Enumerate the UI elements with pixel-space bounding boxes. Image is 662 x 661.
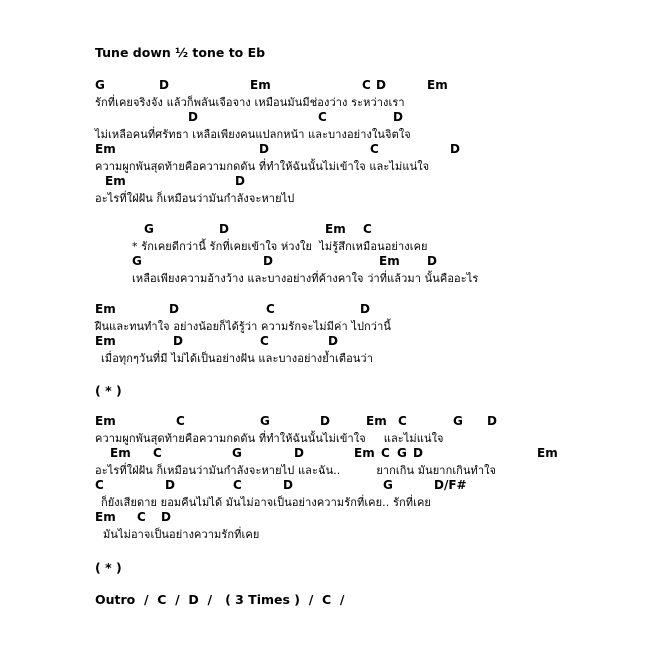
chord-symbol: C — [95, 478, 104, 492]
chord-symbol: D — [263, 254, 273, 268]
chord-symbol: C — [318, 110, 327, 124]
chord-symbol: Em — [366, 414, 387, 428]
lyric-text: รักที่เคยจริงจัง แล้วก็พลันเจือจาง เหมือนมันมีช่องว่าง ระหว่างเรา — [95, 96, 405, 109]
chord-symbol: D — [413, 446, 423, 460]
chord-symbol: Em — [95, 142, 116, 156]
chord-symbol: G — [144, 222, 154, 236]
chord-symbol: G — [260, 414, 270, 428]
chord-symbol: D — [450, 142, 460, 156]
chord-symbol: Em — [250, 78, 271, 92]
chord-symbol: C — [398, 414, 407, 428]
chord-symbol: G — [383, 478, 393, 492]
chord-symbol: D — [169, 302, 179, 316]
lyric-text: ฝืนและทนทำใจ อย่างน้อยก็ได้รู้ว่า ความรักจะไม่มีค่า ไปกว่านี้ — [95, 320, 391, 333]
chord-symbol: Em — [325, 222, 346, 236]
chord-symbol: C — [370, 142, 379, 156]
chord-symbol: D — [159, 78, 169, 92]
chord-symbol: Em — [427, 78, 448, 92]
chord-symbol: D — [393, 110, 403, 124]
chord-symbol: C — [381, 446, 390, 460]
chord-symbol: G — [453, 414, 463, 428]
chord-symbol: D — [283, 478, 293, 492]
chord-symbol: Em — [110, 446, 131, 460]
chord-symbol: D — [173, 334, 183, 348]
chord-symbol: C — [363, 222, 372, 236]
chord-symbol: Em — [537, 446, 558, 460]
tuning-title-text: Tune down ½ tone to Eb — [95, 45, 266, 60]
section-text: ( * ) — [95, 383, 122, 398]
chord-symbol: D — [235, 174, 245, 188]
chord-symbol: D/F# — [434, 478, 467, 492]
chord-symbol: D — [427, 254, 437, 268]
chord-symbol: G — [232, 446, 242, 460]
chord-symbol: D — [328, 334, 338, 348]
chord-symbol: G — [397, 446, 407, 460]
chord-symbol: Em — [95, 414, 116, 428]
section-text: Outro / C / D / ( 3 Times ) / C / — [95, 592, 345, 607]
lyric-text: อะไรที่ใฝ่ฝัน ก็เหมือนว่ามันกำลังจะหายไป และฉัน.. ยากเกิน มันยากเกินทำใจ — [95, 464, 497, 477]
chord-symbol: C — [260, 334, 269, 348]
chord-symbol: C — [233, 478, 242, 492]
chord-symbol: D — [219, 222, 229, 236]
lyric-text: * รักเคยดีกว่านี้ รักที่เคยเข้าใจ ห่วงใย ไม่รู้สึกเหมือนอย่างเคย — [132, 240, 428, 253]
chord-symbol: C — [266, 302, 275, 316]
chord-symbol: Em — [105, 174, 126, 188]
lyric-text: เหลือเพียงความอ้างว้าง และบางอย่างที่ค้างคาใจ ว่าที่แล้วมา นั้นคืออะไร — [132, 272, 479, 285]
chord-symbol: Em — [95, 334, 116, 348]
chord-symbol: D — [294, 446, 304, 460]
chord-symbol: G — [132, 254, 142, 268]
chord-symbol: D — [188, 110, 198, 124]
chord-symbol: D — [161, 510, 171, 524]
chord-symbol: D — [259, 142, 269, 156]
lyric-text: ก็ยังเสียดาย ยอมคืนไม่ได้ มันไม่อาจเป็นอย่างความรักที่เคย.. รักที่เคย — [101, 496, 431, 509]
chord-symbol: D — [360, 302, 370, 316]
lyric-text: เมื่อทุกๆวันที่มี ไม่ได้เป็นอย่างฝัน และบางอย่างย้ำเตือนว่า — [101, 352, 373, 365]
chord-symbol: C — [153, 446, 162, 460]
chord-symbol: Em — [95, 510, 116, 524]
chord-symbol: Em — [379, 254, 400, 268]
lyric-text: ไม่เหลือคนที่ศรัทธา เหลือเพียงคนแปลกหน้า และบางอย่างในจิตใจ — [95, 128, 411, 141]
chord-symbol: Em — [354, 446, 375, 460]
section-text: ( * ) — [95, 560, 122, 575]
chord-symbol: C — [176, 414, 185, 428]
chord-symbol: D — [320, 414, 330, 428]
chord-symbol: C — [362, 78, 371, 92]
chord-symbol: G — [95, 78, 105, 92]
lyric-text: อะไรที่ใฝ่ฝัน ก็เหมือนว่ามันกำลังจะหายไป — [95, 192, 295, 205]
chord-symbol: Em — [95, 302, 116, 316]
chord-symbol: C — [137, 510, 146, 524]
chord-symbol: D — [376, 78, 386, 92]
chord-symbol: D — [165, 478, 175, 492]
chord-symbol: D — [487, 414, 497, 428]
lyric-text: ความผูกพันสุดท้ายคือความกดดัน ที่ทำให้ฉันนั้นไม่เข้าใจ และไม่แน่ใจ — [95, 432, 444, 445]
lyric-text: มันไม่อาจเป็นอย่างความรักที่เคย — [103, 528, 260, 541]
lyric-text: ความผูกพันสุดท้ายคือความกดดัน ที่ทำให้ฉันนั้นไม่เข้าใจ และไม่แน่ใจ — [95, 160, 430, 173]
